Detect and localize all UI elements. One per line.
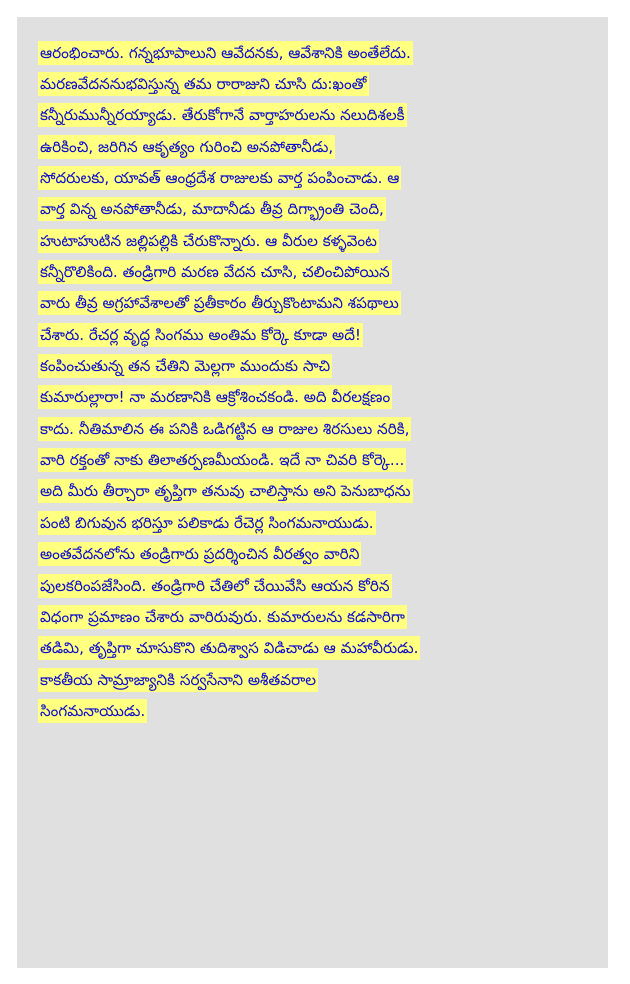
- text-line: [38, 319, 599, 350]
- text-line: [38, 413, 599, 444]
- text-line: [38, 664, 599, 695]
- line-text: పులకరింపజేసింది. తండ్రిగారి చేతిలో చేయివేసి ఆయన కోరిన: [38, 574, 392, 598]
- text-line: [38, 382, 599, 413]
- text-line: [38, 256, 599, 287]
- text-line: [38, 162, 599, 193]
- text-line: [38, 633, 599, 664]
- text-line: [38, 68, 599, 99]
- text-line: [38, 570, 599, 601]
- text-line: [38, 131, 599, 162]
- line-text: కుమారుల్లారా! నా మరణానికి ఆక్రోశించకండి. అది వీరలక్షణం: [38, 385, 392, 409]
- text-line: [38, 476, 599, 507]
- line-text: సింగమనాయుడు.: [38, 699, 147, 723]
- text-line: [38, 601, 599, 632]
- line-text: అది మీరు తీర్చారా తృప్తిగా తనువు చాలిస్తాను అని పెనుబాధను: [38, 479, 413, 503]
- line-text: ఆరంభించారు. గన్నభూపాలుని ఆవేదనకు, ఆవేశానికి అంతేలేదు.: [38, 41, 413, 65]
- text-line: [38, 194, 599, 225]
- document-panel: [17, 17, 608, 968]
- line-text: విధంగా ప్రమాణం చేశారు వారిరువురు. కుమారులను కడసారిగా: [38, 605, 407, 629]
- text-line: [38, 225, 599, 256]
- line-text: వార్త విన్న అనపోతానీడు, మాదానీడు తీవ్ర దిగ్భ్రాంతి చెంది,: [38, 197, 386, 221]
- text-line: [38, 695, 599, 726]
- text-line: [38, 37, 599, 68]
- line-text: కంపించుతున్న తన చేతిని మెల్లగా ముందుకు సాచి: [38, 354, 332, 378]
- line-text: కాకతీయ సామ్రాజ్యానికి సర్వసేనాని అశీతవరాల: [38, 668, 318, 692]
- text-line: [38, 288, 599, 319]
- line-text: పంటి బిగువున భరిస్తూ పలికాడు రేచెర్ల సింగమనాయుడు.: [38, 511, 376, 535]
- line-text: ఉరికించి, జరిగిన ఆకృత్యం గురించి అనపోతానీడు,: [38, 135, 335, 159]
- line-text: అంతవేదనలోను తండ్రిగారు ప్రదర్శించిన వీరత్వం వారిని: [38, 542, 361, 566]
- text-line: [38, 100, 599, 131]
- line-text: కాదు. నీతిమాలిన ఈ పనికి ఒడిగట్టిన ఆ రాజుల శిరసులు నరికి,: [38, 417, 411, 441]
- line-text: కన్నీరొలికింది. తండ్రిగారి మరణ వేదన చూసి, చలించిపోయిన: [38, 260, 392, 284]
- line-text: హుటాహుటిన జల్లిపల్లికి చేరుకొన్నారు. ఆ వీరుల కళ్ళవెంట: [38, 229, 379, 253]
- line-text: వారి రక్తంతో నాకు తిలాతర్పణమీయండి. ఇదే నా చివరి కోర్కె...: [38, 448, 406, 472]
- line-text: కన్నీరుమున్నీరయ్యాడు. తేరుకోగానే వార్తాహరులను నలుదిశలకీ: [38, 103, 407, 127]
- line-text: తడిమి, తృప్తిగా చూసుకొని తుదిశ్వాస విడిచాడు ఆ మహావీరుడు.: [38, 636, 420, 660]
- line-text: వారు తీవ్ర అగ్రహావేశాలతో ప్రతీకారం తీర్చుకొంటామని శపథాలు: [38, 291, 401, 315]
- line-text: చేశారు. రేచర్ల వృద్ధ సింగము అంతిమ కోర్కె కూడా అదే!: [38, 323, 363, 347]
- line-text: మరణవేదననుభవిస్తున్న తమ రారాజుని చూసి దు:ఖంతో: [38, 72, 369, 96]
- text-line: [38, 444, 599, 475]
- text-line: [38, 350, 599, 381]
- text-line: [38, 507, 599, 538]
- text-line: [38, 539, 599, 570]
- paragraph: [38, 37, 599, 727]
- line-text: సోదరులకు, యావత్ ఆంధ్రదేశ రాజులకు వార్త పంపించాడు. ఆ: [38, 166, 401, 190]
